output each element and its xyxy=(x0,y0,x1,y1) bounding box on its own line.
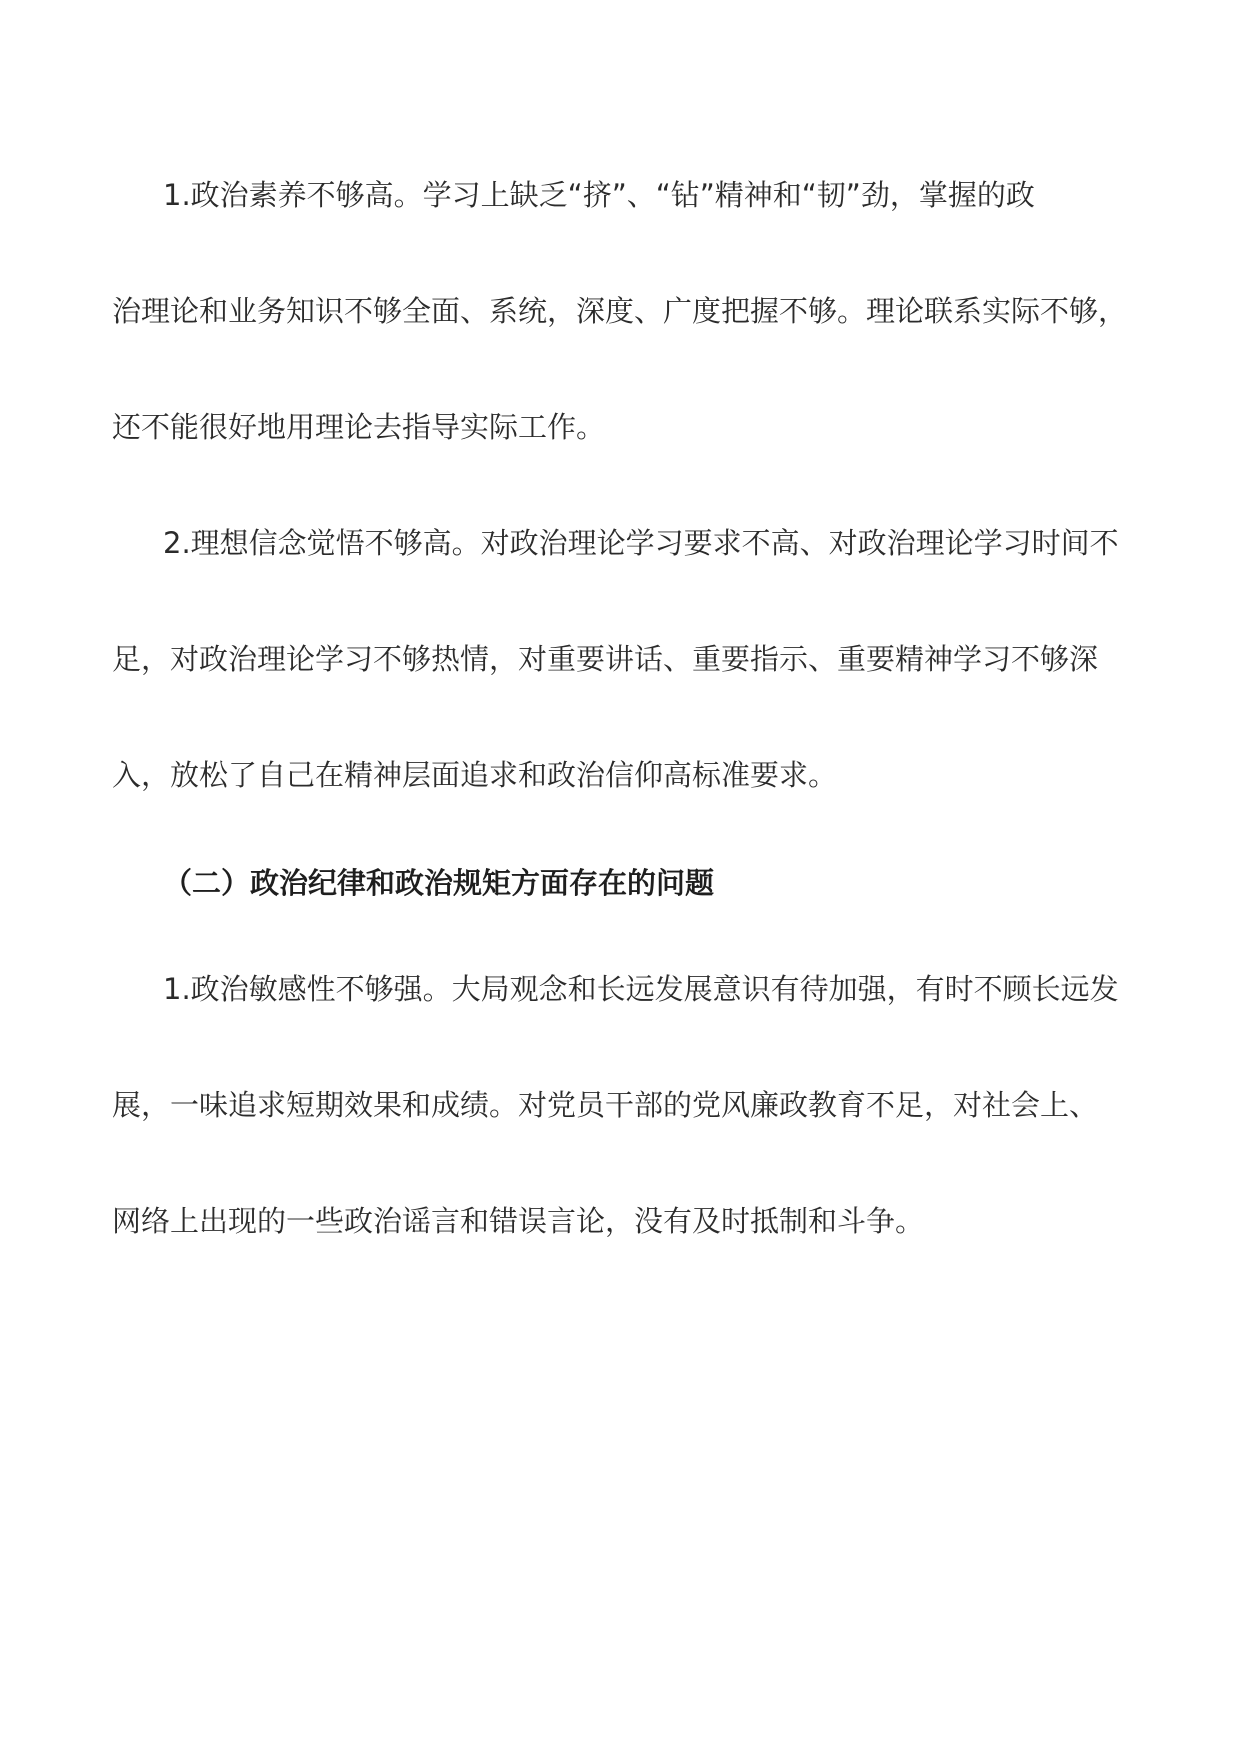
paragraph-3-line-1: 1.政治敏感性不够强。大局观念和长远发展意识有待加强，有时不顾长远发 xyxy=(163,972,1119,1006)
paragraph-3-line-2: 展，一味追求短期效果和成绩。对党员干部的党风廉政教育不足，对社会上、 xyxy=(112,1088,1099,1122)
section-heading: （二）政治纪律和政治规矩方面存在的问题 xyxy=(163,866,715,900)
paragraph-2-line-3: 入，放松了自己在精神层面追求和政治信仰高标准要求。 xyxy=(112,758,838,792)
paragraph-3-line-3: 网络上出现的一些政治谣言和错误言论，没有及时抵制和斗争。 xyxy=(112,1204,925,1238)
paragraph-2-line-2: 足，对政治理论学习不够热情，对重要讲话、重要指示、重要精神学习不够深 xyxy=(112,642,1099,676)
paragraph-2-line-1: 2.理想信念觉悟不够高。对政治理论学习要求不高、对政治理论学习时间不 xyxy=(163,526,1119,560)
paragraph-1-line-3: 还不能很好地用理论去指导实际工作。 xyxy=(112,410,606,444)
paragraph-1-line-1: 1.政治素养不够高。学习上缺乏“挤”、“钻”精神和“韧”劲，掌握的政 xyxy=(163,178,1035,212)
paragraph-1-line-2: 治理论和业务知识不够全面、系统，深度、广度把握不够。理论联系实际不够， xyxy=(112,294,1128,328)
